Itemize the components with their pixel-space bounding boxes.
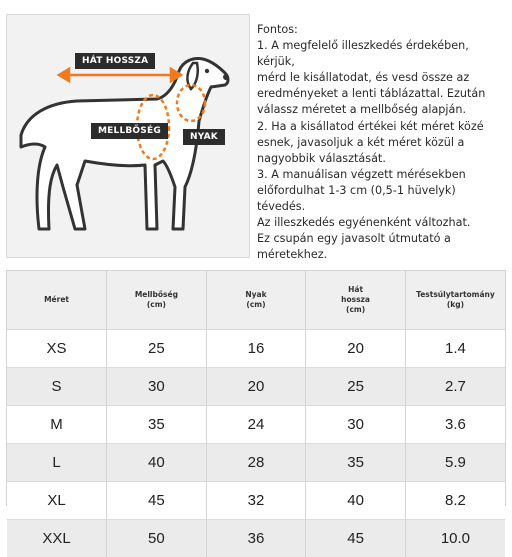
notes-line: 3. A manuálisan végzett mérésekben (257, 167, 507, 183)
weight-cell: 1.4 (405, 330, 505, 368)
important-notes (257, 22, 507, 263)
neck-cell: 36 (206, 520, 306, 557)
header-weight-range: Testsúlytartomány (kg) (405, 271, 505, 330)
back-length-cell: 45 (306, 520, 406, 557)
notes-line: nagyobbik választását. (257, 151, 507, 167)
table-row (7, 444, 505, 482)
back-length-arrow (59, 69, 181, 81)
table-row (7, 482, 505, 520)
weight-cell: 10.0 (405, 520, 505, 557)
weight-cell: 5.9 (405, 444, 505, 482)
notes-line: mérd le kisállatodat, és vesd össze az (257, 70, 507, 86)
notes-line: válassz méretet a mellbőség alapján. (257, 102, 507, 118)
table-row (7, 520, 505, 557)
table-row (7, 330, 505, 368)
notes-line: Az illeszkedés egyénenként változhat. (257, 215, 507, 231)
neck-label: NYAK (183, 129, 225, 145)
weight-cell: 8.2 (405, 482, 505, 520)
neck-cell: 20 (206, 368, 306, 406)
dog-measurement-diagram (6, 14, 250, 258)
back-length-cell: 25 (306, 368, 406, 406)
neck-cell: 16 (206, 330, 306, 368)
back-length-cell: 35 (306, 444, 406, 482)
neck-cell: 32 (206, 482, 306, 520)
header-neck: Nyak (cm) (206, 271, 306, 330)
table-row (7, 406, 505, 444)
notes-line: eredményeket a lenti táblázattal. Ezután (257, 86, 507, 102)
size-cell: XL (7, 482, 107, 520)
size-cell: M (7, 406, 107, 444)
size-cell: S (7, 368, 107, 406)
back-length-cell: 20 (306, 330, 406, 368)
table-row (7, 368, 505, 406)
weight-cell: 3.6 (405, 406, 505, 444)
chest-label: MELLBŐSÉG (91, 123, 168, 139)
notes-line: Ez csupán egy javasolt útmutató a (257, 231, 507, 247)
size-cell: XXL (7, 520, 107, 557)
notes-title: Fontos: (257, 22, 507, 38)
dog-eye (205, 69, 209, 73)
notes-line: méretekhez. (257, 247, 507, 263)
chest-cell: 25 (107, 330, 207, 368)
chest-cell: 35 (107, 406, 207, 444)
header-size: Méret (7, 271, 107, 330)
neck-cell: 28 (206, 444, 306, 482)
size-cell: XS (7, 330, 107, 368)
weight-cell: 2.7 (405, 368, 505, 406)
chest-cell: 50 (107, 520, 207, 557)
notes-line: esnek, javasoljuk a két méret közül a (257, 135, 507, 151)
header-chest: Mellbőség (cm) (107, 271, 207, 330)
header-back-length: Hát hossza (cm) (306, 271, 406, 330)
size-chart (6, 270, 506, 506)
dog-nose (223, 74, 229, 80)
size-table (7, 271, 505, 557)
back-length-cell: 40 (306, 482, 406, 520)
chest-cell: 30 (107, 368, 207, 406)
chest-cell: 40 (107, 444, 207, 482)
back-length-label: HÁT HOSSZA (75, 53, 155, 69)
size-cell: L (7, 444, 107, 482)
chest-cell: 45 (107, 482, 207, 520)
neck-cell: 24 (206, 406, 306, 444)
notes-line: 1. A megfelelő illeszkedés érdekében, kérjük, (257, 38, 507, 70)
back-length-cell: 30 (306, 406, 406, 444)
notes-line: előfordulhat 1-3 cm (0,5-1 hüvelyk) tévedés. (257, 183, 507, 215)
notes-line: 2. Ha a kisállatod értékei két méret közé (257, 119, 507, 135)
table-header-row (7, 271, 505, 330)
